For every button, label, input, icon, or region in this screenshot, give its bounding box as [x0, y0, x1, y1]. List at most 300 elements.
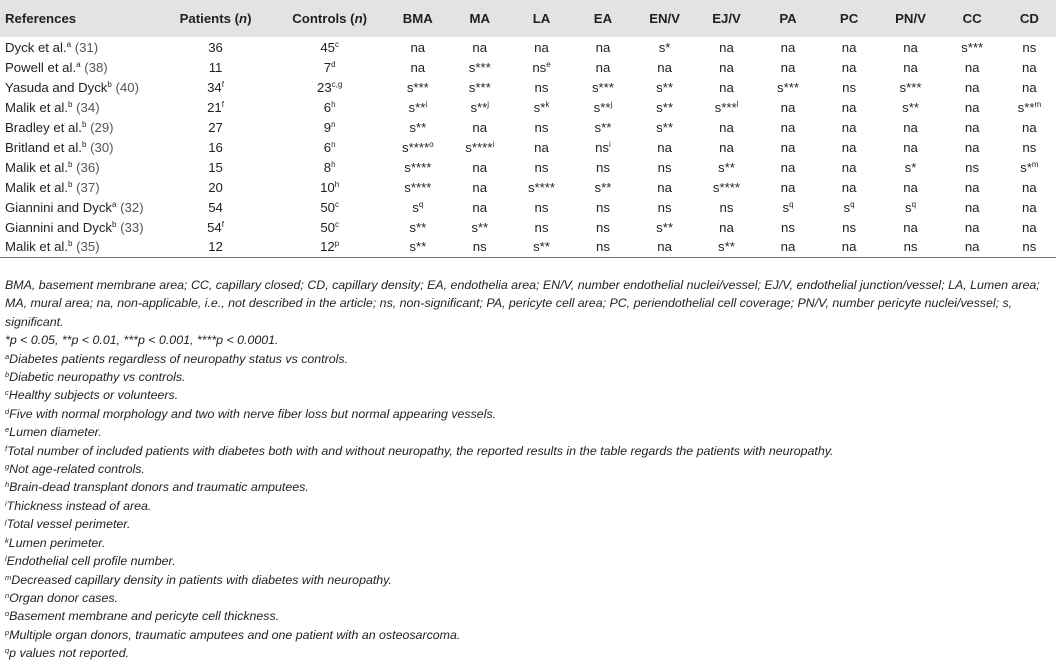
- reference-cell: [0, 197, 159, 217]
- header-col: PC: [839, 11, 859, 26]
- citation-link[interactable]: (33): [120, 219, 144, 235]
- controls-value: 50: [320, 199, 335, 215]
- result-value: s****: [712, 179, 741, 195]
- footnote: [5, 644, 1050, 662]
- result-cell: [511, 37, 573, 57]
- result-cell: [387, 157, 449, 177]
- footnote: [5, 589, 1050, 607]
- result-cell: [634, 177, 696, 197]
- result-value: na: [964, 119, 980, 135]
- result-cell: [511, 177, 573, 197]
- controls-footnote-mark: h: [331, 99, 336, 109]
- result-value: s*: [1020, 159, 1032, 175]
- result-cell: [387, 217, 449, 237]
- result-value: na: [595, 59, 611, 75]
- result-footnote-mark: l: [736, 99, 739, 109]
- result-value: na: [841, 119, 857, 135]
- footnote: [5, 442, 1050, 460]
- author-footnote-mark: b: [107, 79, 112, 89]
- result-cell: [819, 217, 880, 237]
- result-value: na: [657, 59, 672, 75]
- pvalue-note: *p < 0.05, **p < 0.01, ***p < 0.001, ****p < 0.0001.: [5, 333, 279, 348]
- patients-footnote-mark: f: [221, 79, 224, 89]
- result-cell: [572, 117, 633, 137]
- result-value: ns: [842, 219, 857, 235]
- reference-cell: [0, 177, 159, 197]
- result-cell: [696, 157, 758, 177]
- result-cell: [942, 97, 1003, 117]
- table-body: [0, 37, 1056, 277]
- table-row: [0, 237, 1056, 257]
- result-cell: [696, 37, 758, 57]
- citation-link[interactable]: (36): [76, 159, 100, 175]
- result-value: s: [412, 199, 419, 215]
- result-value: na: [1022, 59, 1037, 75]
- reference-cell: [0, 137, 159, 157]
- author-text: Britland et al.: [5, 139, 82, 155]
- footnote-list: [5, 350, 1050, 663]
- result-value: na: [595, 39, 611, 55]
- result-value: ns: [595, 139, 610, 155]
- result-value: ns: [1022, 139, 1037, 155]
- result-cell: [1003, 117, 1056, 137]
- result-cell: [634, 217, 696, 237]
- citation-link[interactable]: (40): [115, 79, 139, 95]
- author-text: Malik et al.: [5, 179, 69, 195]
- patients-cell: [159, 137, 273, 157]
- result-value: na: [472, 199, 488, 215]
- result-value: s***: [961, 39, 984, 55]
- result-value: s**: [409, 219, 427, 235]
- result-cell: [819, 117, 880, 137]
- result-value: s: [905, 199, 912, 215]
- header-col: LA: [532, 11, 551, 26]
- header-col: EN/V: [649, 11, 680, 26]
- result-value: s*: [904, 159, 917, 175]
- result-value: s: [843, 199, 851, 215]
- result-value: na: [1022, 199, 1037, 215]
- footnote: [5, 534, 1050, 552]
- result-value: na: [719, 59, 734, 75]
- result-cell: [880, 37, 942, 57]
- author-text: Malik et al.: [5, 239, 69, 255]
- controls-cell: [273, 237, 387, 257]
- footnote-text: Decreased capillary density in patients with diabetes with neuropathy.: [11, 572, 392, 587]
- patients-value: 20: [208, 179, 223, 195]
- result-cell: [634, 197, 696, 217]
- author-text: Dyck et al.: [5, 39, 67, 55]
- patients-value: 54: [208, 199, 223, 215]
- reference-cell: [0, 237, 159, 257]
- result-cell: [634, 157, 696, 177]
- result-cell: [880, 177, 942, 197]
- result-cell: [1003, 97, 1056, 117]
- header-col: CD: [1019, 11, 1039, 26]
- result-cell: [511, 97, 573, 117]
- result-cell: [449, 157, 511, 177]
- result-footnote-mark: j: [610, 99, 613, 109]
- result-value: ns: [534, 219, 549, 235]
- result-value: s***: [406, 79, 429, 95]
- result-value: na: [534, 39, 549, 55]
- patients-cell: [159, 177, 273, 197]
- result-cell: [696, 77, 758, 97]
- result-value: ns: [595, 199, 610, 215]
- result-value: ns: [595, 239, 610, 255]
- header-col: EJ/V: [712, 11, 741, 26]
- controls-footnote-mark: c: [335, 219, 339, 229]
- header-col: PA: [779, 11, 797, 26]
- table-row: [0, 97, 1056, 117]
- result-value: s***: [899, 79, 922, 95]
- result-value: na: [841, 179, 857, 195]
- result-cell: [511, 237, 573, 257]
- result-value: na: [780, 119, 796, 135]
- result-value: na: [719, 139, 734, 155]
- author-footnote-mark: a: [76, 59, 81, 69]
- table-bottom-rule: [0, 257, 1056, 277]
- patients-value: 21: [207, 99, 222, 115]
- footnote-text: Organ donor cases.: [9, 590, 118, 605]
- controls-value: 9: [323, 119, 332, 135]
- footnote-mark: f: [5, 443, 8, 453]
- citation-link[interactable]: (32): [120, 199, 144, 215]
- patients-footnote-mark: f: [221, 99, 224, 109]
- result-cell: [1003, 217, 1056, 237]
- result-value: na: [903, 139, 918, 155]
- footnote: [5, 552, 1050, 570]
- citation-link[interactable]: (30): [90, 139, 114, 155]
- footnote-mark: h: [5, 480, 10, 490]
- result-value: na: [780, 179, 796, 195]
- result-cell: [449, 97, 511, 117]
- header-controls: Controls (n): [292, 11, 368, 26]
- footnote-mark: n: [5, 590, 10, 600]
- footnote-mark: g: [5, 462, 10, 472]
- table-row: [0, 117, 1056, 137]
- result-value: s***: [468, 79, 491, 95]
- result-value: ns: [719, 199, 734, 215]
- result-value: na: [1022, 219, 1037, 235]
- footnote-mark: k: [5, 535, 9, 545]
- result-cell: [634, 97, 696, 117]
- footnote-mark: c: [5, 388, 9, 398]
- reference-cell: [0, 217, 159, 237]
- result-value: na: [841, 99, 857, 115]
- result-cell: [572, 237, 633, 257]
- result-value: na: [410, 39, 426, 55]
- result-value: ns: [472, 239, 487, 255]
- table-footnotes: [5, 276, 1050, 663]
- result-value: na: [964, 199, 980, 215]
- result-cell: [819, 37, 880, 57]
- reference-cell: [0, 157, 159, 177]
- result-value: na: [841, 139, 857, 155]
- result-value: na: [472, 159, 488, 175]
- author-footnote-mark: b: [81, 139, 87, 149]
- controls-value: 7: [323, 59, 332, 75]
- controls-value: 23: [316, 79, 332, 95]
- result-cell: [1003, 37, 1056, 57]
- controls-footnote-mark: p: [334, 239, 340, 249]
- result-value: na: [964, 99, 980, 115]
- result-value: s*: [533, 99, 546, 115]
- citation-link[interactable]: (31): [74, 39, 99, 55]
- header-col: CC: [962, 11, 982, 26]
- result-cell: [634, 77, 696, 97]
- result-cell: [880, 217, 942, 237]
- controls-cell: [273, 37, 387, 57]
- controls-footnote-mark: c,g: [331, 79, 343, 89]
- result-value: na: [841, 59, 857, 75]
- result-cell: [572, 57, 633, 77]
- result-cell: [942, 197, 1003, 217]
- result-value: na: [719, 219, 734, 235]
- footnote: [5, 405, 1050, 423]
- result-cell: [634, 37, 696, 57]
- patients-cell: [159, 217, 273, 237]
- footnote-mark: q: [5, 646, 10, 656]
- result-footnote-mark: i: [609, 139, 611, 149]
- result-value: na: [964, 79, 980, 95]
- result-cell: [696, 237, 758, 257]
- result-cell: [387, 117, 449, 137]
- citation-link[interactable]: (34): [76, 99, 100, 115]
- patients-cell: [159, 117, 273, 137]
- result-footnote-mark: k: [545, 99, 550, 109]
- result-value: na: [780, 139, 796, 155]
- result-cell: [880, 237, 942, 257]
- result-cell: [757, 237, 818, 257]
- controls-value: 8: [323, 159, 332, 175]
- table-bottom-rule-line: [0, 257, 1056, 277]
- result-cell: [819, 197, 880, 217]
- result-value: na: [719, 39, 734, 55]
- controls-footnote-mark: c: [335, 39, 339, 49]
- footnote: [5, 571, 1050, 589]
- result-value: na: [841, 159, 857, 175]
- result-cell: [511, 157, 573, 177]
- result-footnote-mark: q: [911, 199, 917, 209]
- result-value: na: [472, 179, 488, 195]
- result-footnote-mark: o: [429, 139, 434, 149]
- table-row: [0, 137, 1056, 157]
- result-cell: [572, 157, 633, 177]
- footnote-text: Thickness instead of area.: [6, 498, 152, 513]
- footnote-mark: d: [5, 406, 10, 416]
- reference-cell: [0, 117, 159, 137]
- result-value: na: [410, 59, 426, 75]
- result-cell: [757, 77, 818, 97]
- patients-cell: [159, 37, 273, 57]
- result-value: ns: [781, 219, 795, 235]
- patients-value: 15: [208, 159, 223, 175]
- result-cell: [449, 237, 511, 257]
- result-cell: [880, 137, 942, 157]
- patients-cell: [159, 77, 273, 97]
- header-col: MA: [469, 11, 491, 26]
- table-row: [0, 77, 1056, 97]
- result-value: s****: [404, 179, 432, 195]
- result-value: ns: [534, 79, 549, 95]
- footnote-mark: m: [5, 572, 12, 582]
- result-value: s****: [404, 159, 432, 175]
- result-value: s**: [409, 119, 427, 135]
- author-footnote-mark: a: [112, 199, 117, 209]
- result-value: s***: [468, 59, 491, 75]
- table-row: [0, 37, 1056, 57]
- result-cell: [696, 197, 758, 217]
- result-cell: [1003, 57, 1056, 77]
- result-cell: [572, 97, 633, 117]
- result-cell: [387, 137, 449, 157]
- author-text: Giannini and Dyck: [5, 199, 113, 215]
- result-value: na: [780, 59, 796, 75]
- header-col: PN/V: [895, 11, 926, 26]
- controls-cell: [273, 137, 387, 157]
- result-value: na: [841, 239, 857, 255]
- footnote-mark: l: [5, 554, 7, 564]
- result-value: s***: [591, 79, 614, 95]
- patients-value: 36: [208, 39, 223, 55]
- result-cell: [942, 237, 1003, 257]
- result-value: na: [841, 39, 857, 55]
- result-value: na: [780, 159, 796, 175]
- result-value: ns: [1022, 239, 1037, 255]
- footnote: [5, 607, 1050, 625]
- result-cell: [819, 157, 880, 177]
- result-value: s**: [471, 219, 489, 235]
- result-value: s**: [594, 179, 612, 195]
- reference-cell: [0, 97, 159, 117]
- result-cell: [880, 197, 942, 217]
- result-cell: [819, 137, 880, 157]
- result-value: s****: [527, 179, 556, 195]
- table-row: [0, 217, 1056, 237]
- result-value: ns: [842, 79, 857, 95]
- result-cell: [449, 77, 511, 97]
- result-cell: [449, 37, 511, 57]
- result-cell: [511, 117, 573, 137]
- result-cell: [819, 97, 880, 117]
- controls-value: 6: [323, 99, 332, 115]
- result-value: s****: [465, 139, 493, 155]
- author-footnote-mark: b: [68, 159, 73, 169]
- citation-link[interactable]: (38): [84, 59, 108, 75]
- footnote-text: Total number of included patients with diabetes both with and without neuropathy, the reported results in the table regards the patients with neuropathy.: [7, 443, 834, 458]
- table-row: [0, 57, 1056, 77]
- result-cell: [942, 117, 1003, 137]
- result-cell: [880, 77, 942, 97]
- result-value: s*: [658, 39, 671, 55]
- result-value: ns: [595, 219, 610, 235]
- citation-link[interactable]: (37): [76, 179, 100, 195]
- result-value: s**: [593, 99, 611, 115]
- result-value: ns: [657, 159, 672, 175]
- controls-cell: [273, 177, 387, 197]
- result-value: ns: [534, 159, 549, 175]
- result-cell: [696, 217, 758, 237]
- controls-footnote-mark: d: [331, 59, 336, 69]
- author-text: Bradley et al.: [5, 119, 82, 135]
- author-footnote-mark: b: [68, 239, 73, 249]
- author-footnote-mark: b: [112, 219, 117, 229]
- result-value: na: [903, 119, 918, 135]
- result-value: na: [903, 39, 918, 55]
- reference-cell: [0, 77, 159, 97]
- result-cell: [757, 157, 818, 177]
- result-cell: [387, 37, 449, 57]
- result-cell: [757, 137, 818, 157]
- result-cell: [449, 197, 511, 217]
- result-value: na: [657, 239, 672, 255]
- result-value: s**: [656, 79, 673, 95]
- result-value: na: [780, 99, 796, 115]
- footnote-mark: e: [5, 425, 10, 435]
- result-value: na: [964, 179, 980, 195]
- result-cell: [449, 217, 511, 237]
- result-cell: [634, 237, 696, 257]
- result-cell: [819, 77, 880, 97]
- result-value: s**: [718, 159, 735, 175]
- footnote: [5, 350, 1050, 368]
- author-text: Yasuda and Dyck: [5, 79, 108, 95]
- result-value: na: [534, 139, 549, 155]
- result-cell: [387, 77, 449, 97]
- footnote: [5, 515, 1050, 533]
- table-row: [0, 157, 1056, 177]
- result-value: s**: [656, 119, 673, 135]
- author-footnote-mark: b: [68, 99, 73, 109]
- controls-value: 50: [320, 219, 335, 235]
- author-footnote-mark: b: [81, 119, 87, 129]
- patients-value: 34: [207, 79, 222, 95]
- header-patients: Patients (n): [179, 11, 252, 26]
- result-footnote-mark: i: [492, 139, 495, 149]
- result-footnote-mark: m: [1031, 159, 1039, 169]
- result-footnote-mark: j: [487, 99, 490, 109]
- footnote-text: Brain-dead transplant donors and traumatic amputees.: [9, 480, 309, 495]
- result-cell: [511, 57, 573, 77]
- result-cell: [449, 177, 511, 197]
- result-value: ns: [657, 199, 672, 215]
- result-cell: [880, 57, 942, 77]
- patients-value: 27: [208, 119, 223, 135]
- citation-link[interactable]: (35): [76, 239, 100, 255]
- citation-link[interactable]: (29): [90, 119, 114, 135]
- footnote-text: Not age-related controls.: [9, 462, 145, 477]
- result-cell: [572, 77, 633, 97]
- controls-cell: [273, 117, 387, 137]
- footnote-text: Diabetic neuropathy vs controls.: [9, 370, 186, 385]
- result-footnote-mark: i: [425, 99, 428, 109]
- reference-cell: [0, 37, 159, 57]
- result-value: na: [964, 59, 980, 75]
- result-cell: [1003, 197, 1056, 217]
- result-footnote-mark: q: [789, 199, 794, 209]
- footnote-text: Lumen perimeter.: [8, 535, 106, 550]
- result-cell: [1003, 157, 1056, 177]
- controls-footnote-mark: n: [331, 119, 336, 129]
- controls-value: 45: [320, 39, 335, 55]
- result-value: na: [1022, 119, 1037, 135]
- result-cell: [819, 237, 880, 257]
- author-text: Giannini and Dyck: [5, 219, 113, 235]
- controls-value: 12: [320, 239, 335, 255]
- footnote-text: p values not reported.: [9, 646, 130, 661]
- result-footnote-mark: e: [546, 59, 551, 69]
- result-cell: [511, 77, 573, 97]
